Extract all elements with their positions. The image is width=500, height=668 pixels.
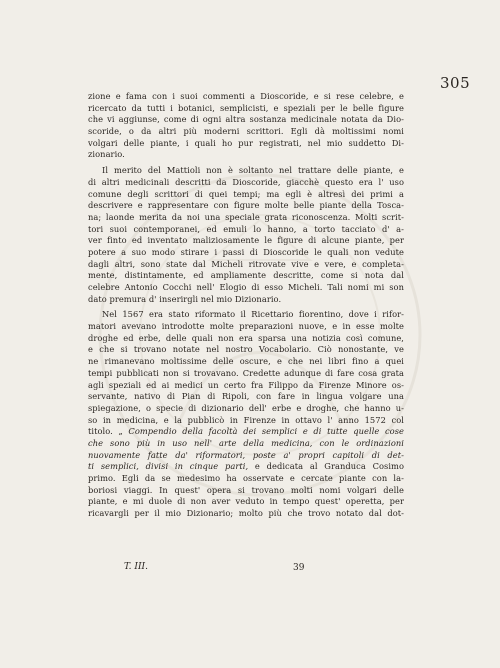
text-line: e che si trovano notate nel nostro Vocabolario. Ciò nonostante, ve (88, 344, 404, 355)
text-line: primo. Egli da se medesimo ha osservate e cercate piante con la- (88, 473, 404, 484)
text-line: Nel 1567 era stato riformato il Ricettario fiorentino, dove i rifor- (102, 309, 404, 320)
text-line: tori suoi contemporanei, ed emuli lo hanno, a torto tacciato d' a- (88, 223, 404, 234)
signature-mark: T. III. (124, 562, 148, 572)
text-line: servante, nativo di Pian di Ripoli, con fare in lingua volgare una (88, 391, 404, 402)
text-line (88, 426, 404, 438)
body-text (88, 91, 404, 520)
page-footer (88, 562, 404, 576)
text-line: na; laonde merita da noi una speciale grata riconoscenza. Molti scrit- (88, 211, 404, 222)
text-line: ne rimanevano moltissime delle oscure, e che nei libri fino a quei (88, 356, 404, 367)
text-line: ver finto ed inventato maliziosamente le figure di alcune piante, per (88, 235, 404, 246)
text-line: che sono più in uso nell' arte della medicina, con le ordinazioni (88, 437, 404, 448)
text-line: comune degli scrittori di quei tempi; ma egli è altresì dei primi a (88, 188, 404, 199)
text-line: tempi pubblicati non si trovavano. Credette adunque di fare cosa grata (88, 367, 404, 378)
text-line: zionario. (88, 149, 125, 160)
text-line: scoride, o da altri più moderni scrittori. Egli dà moltissimi nomi (88, 126, 404, 137)
text-line: zione e fama con i suoi commenti a Dioscoride, e si rese celebre, e (88, 91, 404, 101)
text-line (88, 461, 404, 473)
text-line: piante, e mi duole di non aver veduto in tempo quest' operetta, per (88, 496, 404, 507)
text-line: ricavargli per il mio Dizionario; molto più che trovo notato dal dot- (88, 508, 404, 519)
signature-number: 39 (293, 563, 305, 573)
text-run: titolo. „ (88, 426, 123, 437)
page-number: 305 (440, 74, 471, 92)
text-line: boriosi viaggi. In quest' opera si trovano molti nomi volgari delle (88, 484, 404, 495)
text-line: descrivere e rappresentare con figure molte belle piante della Tosca- (88, 200, 404, 211)
paragraph (88, 165, 404, 305)
text-run: ti semplici, divisi in cinque parti, (88, 461, 255, 472)
text-line: so in medicina, e la pubblicò in Firenze in ottavo l' anno 1572 col (88, 414, 404, 425)
text-line: mente, distintamente, ed ampliamente descritte, come si nota dal (88, 270, 404, 281)
paragraph (88, 91, 404, 161)
text-line: che vi aggiunse, come di ogni altra sostanza medicinale notata da Dio- (88, 114, 404, 125)
text-line: potere a suo modo stirare i passi di Dioscoride le quali non vedute (88, 246, 404, 257)
text-line: di altri medicinali descritti da Dioscoride, giacchè questo era l' uso (88, 176, 404, 187)
text-line: celebre Antonio Cocchi nell' Elogio di esso Micheli. Tali nomi mi son (88, 282, 404, 293)
text-run: e dedicata al Granduca Cosimo (254, 461, 404, 472)
text-line: dagli altri, sono state dal Micheli ritrovate vive e vere, e completa- (88, 258, 404, 269)
text-line: spiegazione, o specie di dizionario dell' erbe e droghe, che hanno u- (88, 402, 404, 413)
text-line: nuovamente fatte da' riformatori, poste a' propri capitoli di det- (88, 449, 404, 460)
text-run: Compendio della facoltà dei semplici e di tutte quelle cose (122, 426, 404, 437)
text-line: droghe ed erbe, delle quali non era sparsa una notizia così comune, (88, 332, 404, 343)
text-line: matori avevano introdotte molte preparazioni nuove, e in esse molte (88, 321, 404, 332)
text-line: agli speziali ed ai medici un certo fra Filippo da Firenze Minore os- (88, 379, 404, 390)
text-line: dato premura d' inserirgli nel mio Dizionario. (88, 293, 282, 304)
text-line: ricercato da tutti i botanici, semplicisti, e speziali per le belle figure (88, 102, 404, 113)
text-line: Il merito del Mattioli non è soltanto nel trattare delle piante, e (102, 165, 404, 176)
paragraph (88, 309, 404, 519)
text-line: volgari delle piante, i quali ho pur registrati, nel mio suddetto Di- (88, 137, 404, 148)
